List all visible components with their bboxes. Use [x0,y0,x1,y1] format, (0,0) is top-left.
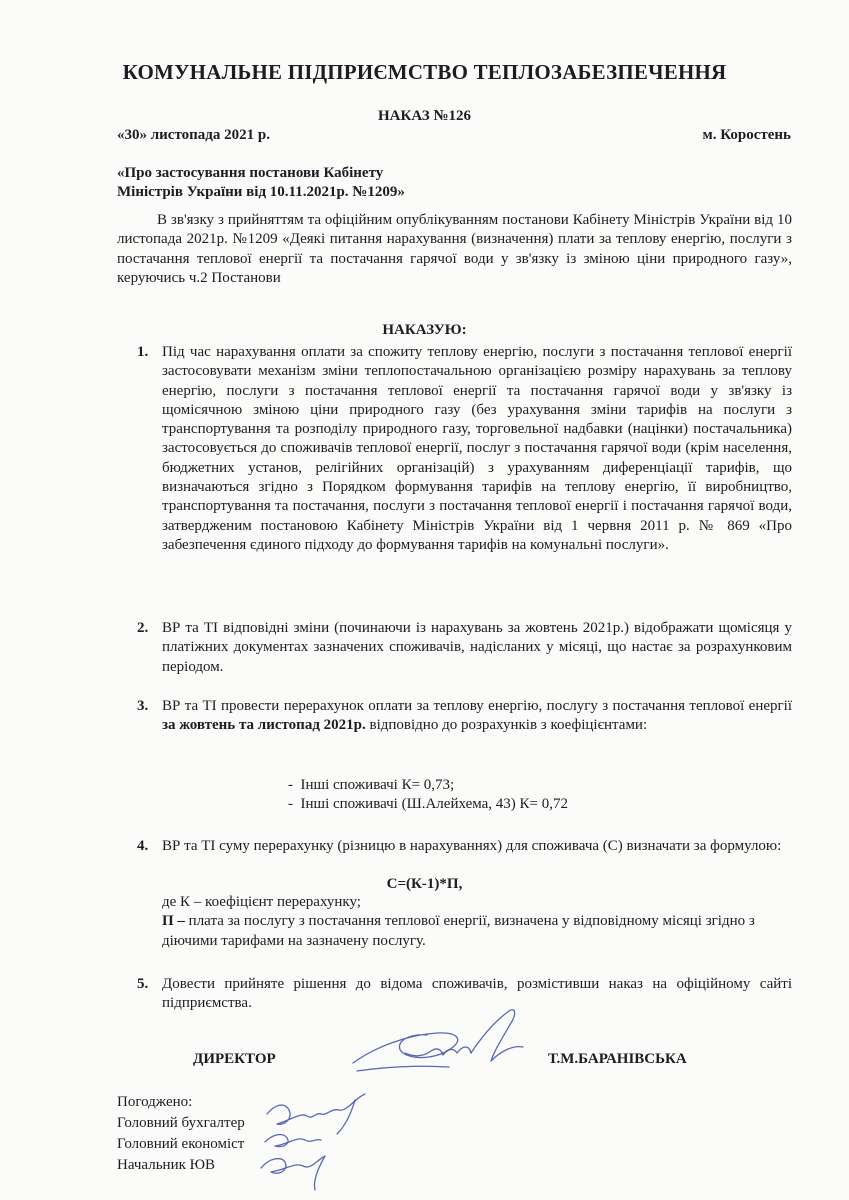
director-name: Т.М.БАРАНІВСЬКА [548,1051,687,1067]
order-city: м. Коростень [702,127,791,143]
order-item-4 [137,837,792,856]
item-number: 5. [137,976,149,992]
approval-role: Начальник ЮВ [117,1157,216,1173]
order-item-2 [137,619,792,677]
order-heading: НАКАЗУЮ: [382,322,467,338]
item-text [162,697,792,736]
intro-paragraph: В зв'язку з прийняттям та офіційним опублікуванням постанови Кабінету Міністрів України від 10 листопада 2021р. №1209 «Деякі питання нарахування (визначення) плати за теплову енергію, послуги з постачання теплової енергії та постачання гарячої води у зв'язку із зміною ціни природного газу», керуючись ч.2 Постанови [117,212,792,286]
item-number: 3. [137,698,149,714]
director-signature [345,1005,535,1085]
coefficient-item: - Інші споживачі (Ш.Алейхема, 43) К= 0,72 [288,795,568,814]
formula-legend [162,893,792,951]
item-number: 2. [137,620,149,636]
legend-p-symbol: П – [162,913,185,930]
item-text-bold: за жовтень та листопад 2021р. [162,717,366,734]
order-number: НАКАЗ №126 [377,108,472,124]
order-subject [117,164,405,202]
approval-signatures [255,1090,385,1195]
legend-k: де К – коефіцієнт перерахунку; [162,894,361,910]
approvals-heading: Погоджено: [117,1094,193,1110]
item-text-part: відповідно до розрахунків з коефіцієнтами: [365,717,648,734]
director-title: ДИРЕКТОР [193,1051,276,1067]
recalculation-formula: С=(К-1)*П, [386,876,463,892]
item-text: Під час нарахування оплати за спожиту теплову енергію, послуги з постачання теплової енергії застосовувати механізм зміни теплопостачальною організацією розміру нарахувань за теплову енергію, послуги з постачання теплової енергії та постачання гарячої води у зв'язку із щомісячною зміною ціни природного газу (без урахування зміни тарифів на послуги з транспортування та розподілу природного газу, торговельної надбавки (націнки) постачальника) застосовується до споживачів теплової енергії, послуг з постачання гарячої води (крім населення, бюджетних установ, релігійних організацій) з урахуванням диференціації тарифів, що визначаються згідно з Порядком формування тарифів на теплову енергію, її виробництво, транспортування та постачання, послуги з постачання теплової енергії і постачання гарячої води, затвердженим постановою Кабінету Міністрів України від 1 червня 2011 р. № 869 «Про забезпечення єдиного підходу до формування тарифів на комунальні послуги». [162,344,792,553]
order-date: «30» листопада 2021 р. [117,127,270,143]
subject-line-2: Міністрів України від 10.11.2021р. №1209» [117,184,405,200]
approvals-block [117,1092,245,1176]
item-number: 1. [137,344,149,360]
item-text-part: ВР та ТІ провести перерахунок оплати за теплову енергію, послугу з постачання теплової енергії [162,698,792,714]
item-number: 4. [137,838,149,854]
coefficient-list [288,776,568,815]
item-text: ВР та ТІ відповідні зміни (починаючи із нарахувань за жовтень 2021р.) відображати щомісяця у платіжних документах зазначених споживачів, надісланих у місяці, що настає за розрахунковим періодом. [162,620,792,675]
approval-role: Головний бухгалтер [117,1115,245,1131]
approval-role: Головний економіст [117,1136,245,1152]
organization-name: КОМУНАЛЬНЕ ПІДПРИЄМСТВО ТЕПЛОЗАБЕЗПЕЧЕННЯ [122,60,727,84]
item-text: Довести прийняте рішення до відома споживачів, розмістивши наказ на офіційному сайті підприємства. [162,976,792,1012]
order-item-1 [137,343,792,555]
legend-p-text: плата за послугу з постачання теплової енергії, визначена у відповідному місяці згідно з діючими тарифами на зазначену послугу. [162,913,755,949]
order-item-3 [137,697,792,736]
coefficient-item: - Інші споживачі К= 0,73; [288,776,568,795]
item-text: ВР та ТІ суму перерахунку (різницю в нарахуваннях) для споживача (С) визначати за формулою: [162,838,782,854]
subject-line-1: «Про застосування постанови Кабінету [117,165,384,181]
